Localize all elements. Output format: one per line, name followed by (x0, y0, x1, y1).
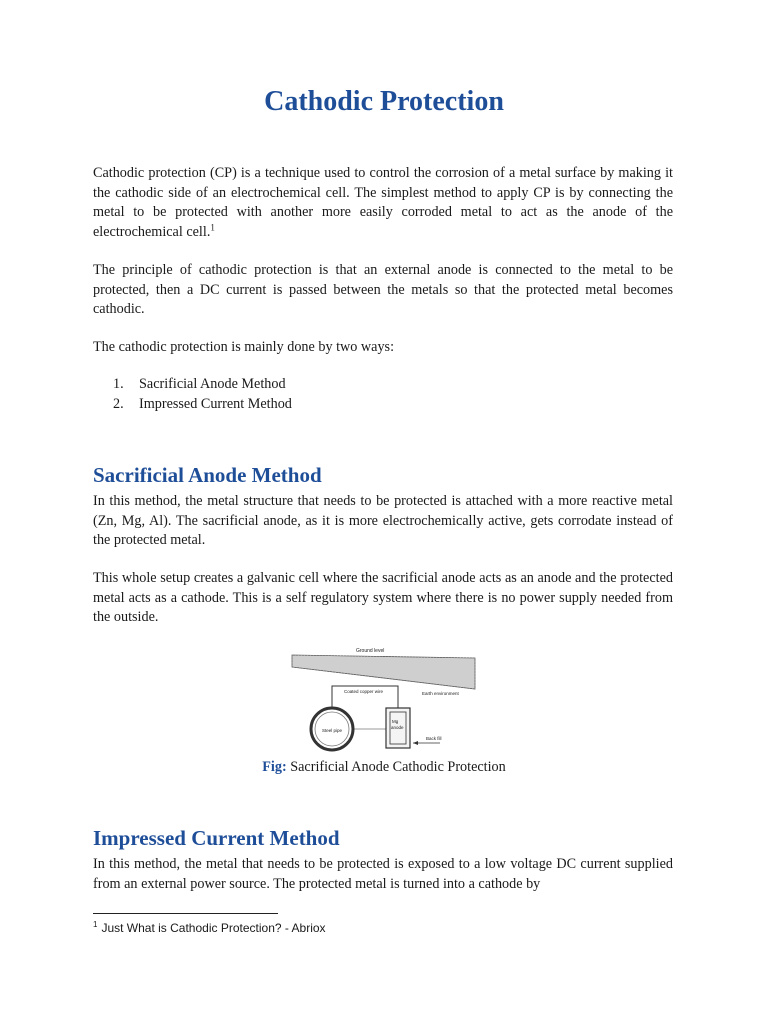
pipe-label: Steel pipe (322, 728, 343, 733)
methods-list (93, 375, 292, 414)
footnote (93, 921, 326, 935)
anode-label-line1: Mg (392, 719, 399, 724)
figure-caption-label: Fig: (262, 759, 287, 775)
sacrificial-anode-diagram (290, 645, 478, 753)
impressed-heading: Impressed Current Method (93, 826, 340, 850)
list-item-number: 2. (113, 395, 124, 412)
sacrificial-paragraph-1: In this method, the metal structure that needs to be protected is attached with a more reactive metal (Zn, Mg, Al). The sacrificial anode, as it is more electrochemically active, gets corrodate instead of the protected metal. (93, 493, 673, 548)
backfill-label: Back fill (426, 736, 442, 741)
sacrificial-paragraph-2: This whole setup creates a galvanic cell where the sacrificial anode acts as an anode and the protected metal acts as a cathode. This is a self regulatory system where there is no power supply needed from the outside. (93, 570, 673, 625)
anode-label-line2: anode (391, 725, 404, 730)
page-title: Cathodic Protection (264, 86, 504, 117)
list-item (93, 375, 292, 395)
figure-caption (0, 759, 768, 776)
backfill-arrowhead (413, 741, 418, 745)
wire-label: Coated copper wire (344, 689, 384, 694)
intro-paragraph-2: The principle of cathodic protection is that an external anode is connected to the metal to be protected, then a DC current is passed between the metals so that the protected metal becomes cathodic. (93, 262, 673, 317)
footnote-divider (93, 913, 278, 914)
intro-paragraph-1-text: Cathodic protection (CP) is a technique used to control the corrosion of a metal surface by making it the cathodic side of an electrochemical cell. The simplest method to apply CP is by connecting the metal to be protected with another more easily corroded metal to act as the anode of the electrochemical cell. (93, 165, 673, 240)
footnote-text[interactable]: Just What is Cathodic Protection? - Abriox (101, 921, 326, 935)
list-item (93, 395, 292, 415)
intro-paragraph-3: The cathodic protection is mainly done by two ways: (93, 339, 395, 355)
list-item-label: Sacrificial Anode Method (139, 376, 286, 392)
ground-level-label: Ground level (356, 648, 385, 654)
footnote-number: 1 (93, 920, 98, 929)
intro-paragraph-1 (93, 164, 673, 242)
list-item-number: 1. (113, 376, 124, 392)
ground-strip (292, 655, 475, 689)
impressed-paragraph-1: In this method, the metal that needs to be protected is exposed to a low voltage DC current supplied from an external power source. The protected metal is turned into a cathode by (93, 856, 673, 892)
footnote-ref[interactable]: 1 (210, 221, 215, 232)
figure-caption-text: Sacrificial Anode Cathodic Protection (286, 759, 506, 775)
earth-label: Earth environment (422, 691, 459, 696)
sacrificial-heading: Sacrificial Anode Method (93, 463, 322, 487)
list-item-label: Impressed Current Method (139, 395, 292, 412)
